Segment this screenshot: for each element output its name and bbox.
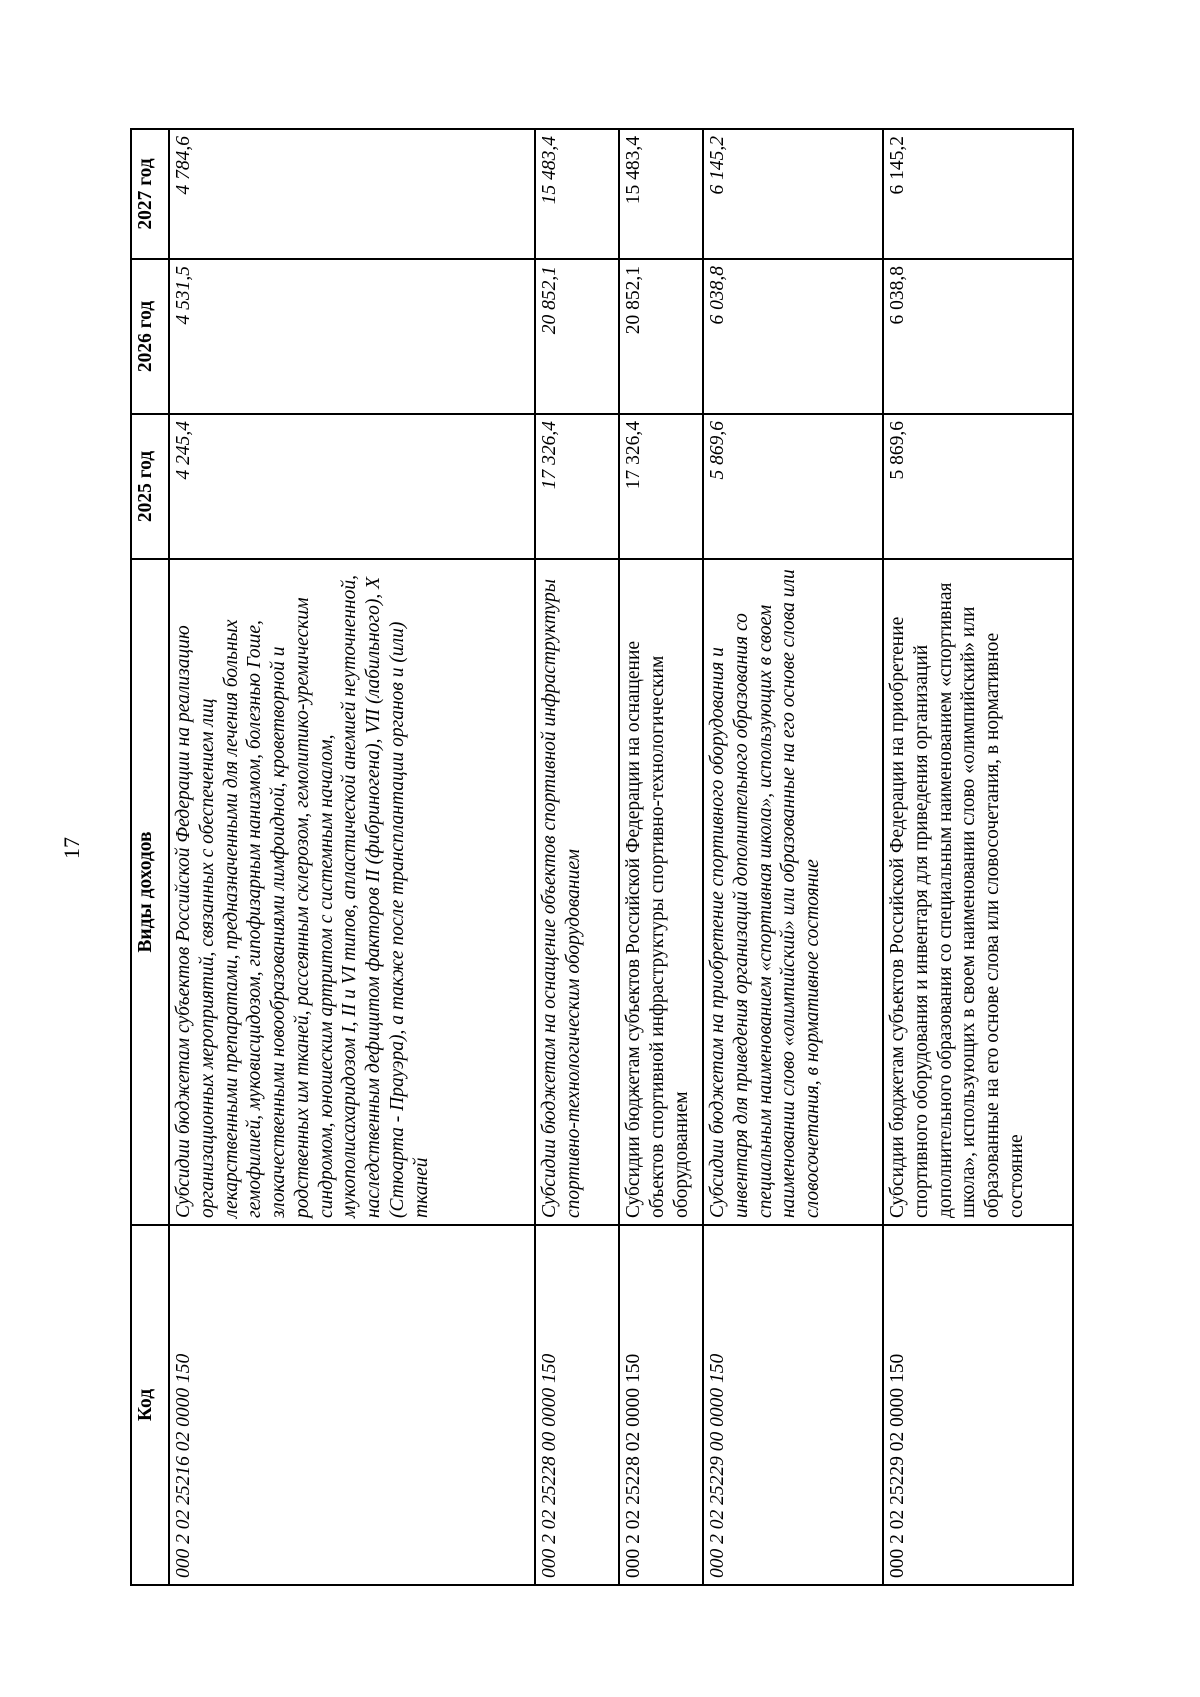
row-value-2026: 20 852,1 — [619, 259, 703, 414]
row-code: 000 2 02 25228 00 0000 150 — [535, 1225, 619, 1585]
rotated-table-frame — [130, 130, 1070, 1586]
header-year-2027: 2027 год — [131, 129, 169, 259]
header-year-2026: 2026 год — [131, 259, 169, 414]
row-value-2026: 4 531,5 — [169, 259, 535, 414]
page-number: 17 — [59, 837, 84, 859]
row-description: Субсидии бюджетам субъектов Российской Федерации на оснащение объектов спортивной инфраструктуры спортивно-технологическим оборудованием — [619, 559, 703, 1225]
row-value-2025: 17 326,4 — [619, 414, 703, 559]
row-value-2026: 6 038,8 — [703, 259, 883, 414]
table-row — [535, 129, 619, 1585]
table-row — [169, 129, 535, 1585]
row-value-2027: 6 145,2 — [883, 129, 1073, 259]
table-header-row — [131, 129, 169, 1585]
row-description: Субсидии бюджетам на оснащение объектов спортивной инфраструктуры спортивно-технологическим оборудованием — [535, 559, 619, 1225]
row-value-2026: 6 038,8 — [883, 259, 1073, 414]
row-description: Субсидии бюджетам субъектов Российской Федерации на приобретение спортивного оборудования и инвентаря для приведения организаций дополнительного образования со специальным наименованием «спортивная школа», использующих в своем наименовании слово «олимпийский» или образованные на его основе слова или словосочетания, в нормативное состояние — [883, 559, 1073, 1225]
row-value-2027: 15 483,4 — [535, 129, 619, 259]
row-code: 000 2 02 25216 02 0000 150 — [169, 1225, 535, 1585]
row-value-2026: 20 852,1 — [535, 259, 619, 414]
header-description: Виды доходов — [131, 559, 169, 1225]
table-row — [619, 129, 703, 1585]
row-code: 000 2 02 25228 02 0000 150 — [619, 1225, 703, 1585]
row-description: Субсидии бюджетам субъектов Российской Федерации на реализацию организационных мероприятий, связанных с обеспечением лиц лекарственными препаратами, предназначенными для лечения больных гемофилией, муковисцидозом, гипофизарным нанизмом, болезнью Гоше, злокачественными новообразованиями лимфоидной, кроветворной и родственных им тканей, рассеянным склерозом, гемолитико-уремическим синдромом, юношеским артритом с системным началом, мукополисахаридозом I, II и VI типов, апластической анемией неуточненной, наследственным дефицитом факторов II (фибриногена), VII (лабильного), X (Стюарта - Прауэра), а также после трансплантации органов и (или) тканей — [169, 559, 535, 1225]
rotated-table-container — [130, 130, 1070, 1586]
table-row — [883, 129, 1073, 1585]
row-value-2027: 6 145,2 — [703, 129, 883, 259]
row-value-2025: 5 869,6 — [883, 414, 1073, 559]
row-value-2027: 4 784,6 — [169, 129, 535, 259]
row-value-2025: 17 326,4 — [535, 414, 619, 559]
row-value-2027: 15 483,4 — [619, 129, 703, 259]
row-code: 000 2 02 25229 02 0000 150 — [883, 1225, 1073, 1585]
row-value-2025: 4 245,4 — [169, 414, 535, 559]
row-code: 000 2 02 25229 00 0000 150 — [703, 1225, 883, 1585]
table-row — [703, 129, 883, 1585]
header-year-2025: 2025 год — [131, 414, 169, 559]
header-code: Код — [131, 1225, 169, 1585]
revenue-table — [130, 128, 1074, 1586]
row-value-2025: 5 869,6 — [703, 414, 883, 559]
row-description: Субсидии бюджетам на приобретение спортивного оборудования и инвентаря для приведения организаций дополнительного образования со специальным наименованием «спортивная школа», использующих в своем наименовании слово «олимпийский» или образованные на его основе слова или словосочетания, в нормативное состояние — [703, 559, 883, 1225]
